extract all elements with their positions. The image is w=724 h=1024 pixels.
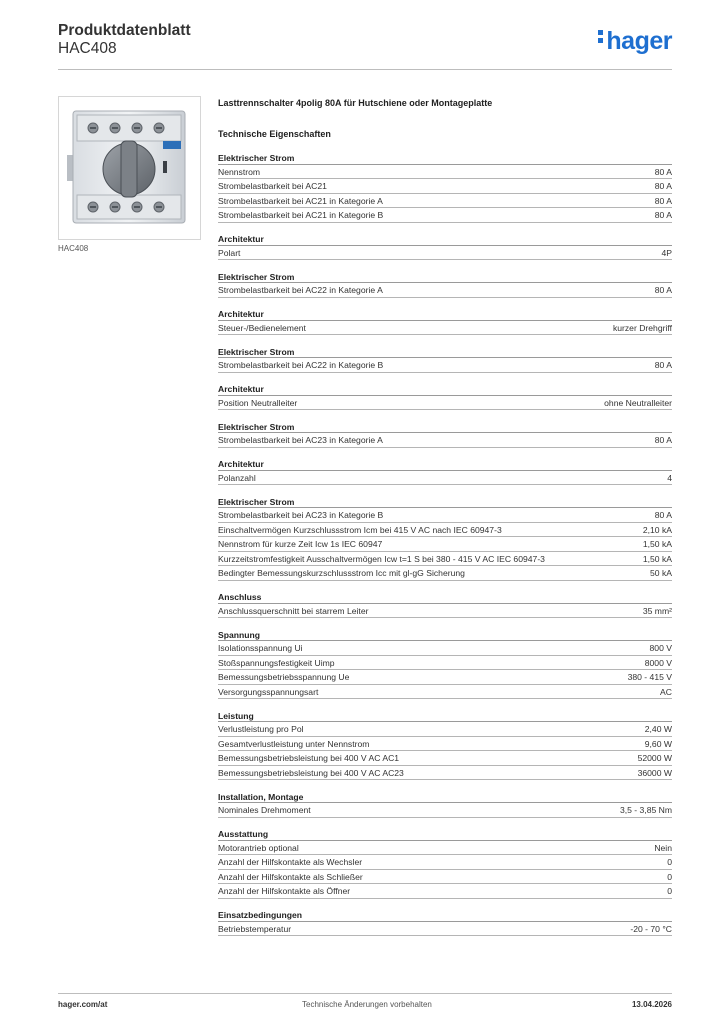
property-value: 1,50 kA bbox=[642, 553, 672, 564]
group-title: Installation, Montage bbox=[218, 791, 672, 804]
hager-logo bbox=[598, 27, 672, 56]
property-label: Bemessungsbetriebsspannung Ue bbox=[218, 672, 350, 682]
property-value: 1,50 kA bbox=[642, 539, 672, 549]
footer-date: 13.04.2026 bbox=[631, 1000, 672, 1009]
property-row bbox=[218, 641, 672, 656]
property-group bbox=[218, 152, 672, 223]
property-row bbox=[218, 685, 672, 700]
property-row bbox=[218, 283, 672, 298]
property-label: Nennstrom bbox=[218, 166, 261, 177]
property-value: 0 bbox=[667, 857, 672, 867]
property-label: Nominales Drehmoment bbox=[218, 805, 311, 815]
property-group bbox=[218, 496, 672, 581]
group-title: Elektrischer Strom bbox=[218, 346, 672, 359]
property-value: Nein bbox=[654, 842, 672, 853]
properties-heading: Technische Eigenschaften bbox=[218, 129, 331, 139]
property-value: 3,5 - 3,85 Nm bbox=[619, 805, 672, 815]
property-value: 80 A bbox=[654, 435, 672, 445]
property-row bbox=[218, 656, 672, 671]
property-row bbox=[218, 751, 672, 766]
property-label: Betriebstemperatur bbox=[218, 923, 292, 934]
property-group bbox=[218, 629, 672, 700]
property-row bbox=[218, 537, 672, 552]
property-value: 35 mm² bbox=[642, 605, 672, 616]
property-group bbox=[218, 791, 672, 818]
property-group bbox=[218, 458, 672, 485]
property-row bbox=[218, 566, 672, 581]
page-header bbox=[58, 20, 672, 70]
page-footer bbox=[58, 993, 672, 1009]
property-label: Anzahl der Hilfskontakte als Öffner bbox=[218, 886, 351, 896]
property-row bbox=[218, 552, 672, 567]
property-row bbox=[218, 670, 672, 685]
group-title: Elektrischer Strom bbox=[218, 496, 672, 509]
property-group bbox=[218, 710, 672, 781]
property-label: Strombelastbarkeit bei AC21 in Kategorie A bbox=[218, 195, 383, 206]
property-group bbox=[218, 591, 672, 618]
group-title: Anschluss bbox=[218, 591, 672, 604]
property-row bbox=[218, 433, 672, 448]
group-title: Architektur bbox=[218, 308, 672, 321]
property-row bbox=[218, 604, 672, 619]
property-row bbox=[218, 855, 672, 870]
property-row bbox=[218, 841, 672, 856]
group-title: Elektrischer Strom bbox=[218, 421, 672, 434]
property-row bbox=[218, 246, 672, 261]
group-title: Architektur bbox=[218, 458, 672, 471]
switch-disconnector-image bbox=[59, 97, 200, 239]
group-title: Einsatzbedingungen bbox=[218, 909, 672, 922]
main-content bbox=[218, 96, 672, 936]
property-value: 0 bbox=[667, 886, 672, 896]
property-groups bbox=[218, 152, 672, 936]
property-value: -20 - 70 °C bbox=[630, 923, 672, 934]
property-row bbox=[218, 803, 672, 818]
property-label: Steuer-/Bedienelement bbox=[218, 322, 306, 333]
footer-disclaimer: Technische Änderungen vorbehalten bbox=[302, 1000, 432, 1009]
property-value: 50 kA bbox=[650, 568, 672, 578]
property-label: Polart bbox=[218, 247, 241, 258]
property-group bbox=[218, 233, 672, 260]
property-label: Bedingter Bemessungskurzschlussstrom Icc mit gl-gG Sicherung bbox=[218, 568, 465, 578]
property-label: Bemessungsbetriebsleistung bei 400 V AC AC23 bbox=[218, 767, 404, 778]
property-label: Einschaltvermögen Kurzschlussstrom Icm bei 415 V AC nach IEC 60947-3 bbox=[218, 524, 502, 535]
property-label: Nennstrom für kurze Zeit Icw 1s IEC 60947 bbox=[218, 539, 383, 549]
property-row bbox=[218, 194, 672, 209]
property-value: 80 A bbox=[654, 210, 672, 220]
property-row bbox=[218, 766, 672, 781]
property-value: 80 A bbox=[654, 195, 672, 206]
property-group bbox=[218, 828, 672, 899]
logo-dots-icon bbox=[598, 27, 604, 46]
property-value: AC bbox=[660, 686, 672, 697]
property-group bbox=[218, 383, 672, 410]
property-label: Polanzahl bbox=[218, 472, 256, 483]
property-group bbox=[218, 346, 672, 373]
property-value: 52000 W bbox=[637, 753, 672, 763]
property-label: Kurzzeitstromfestigkeit Ausschaltvermögen Icw t=1 S bei 380 - 415 V AC IEC 60947-3 bbox=[218, 553, 545, 564]
property-row bbox=[218, 737, 672, 752]
property-label: Strombelastbarkeit bei AC23 in Kategorie B bbox=[218, 510, 384, 520]
property-group bbox=[218, 271, 672, 298]
property-label: Strombelastbarkeit bei AC22 in Kategorie A bbox=[218, 285, 383, 295]
property-value: 4 bbox=[667, 472, 672, 483]
property-label: Anzahl der Hilfskontakte als Wechsler bbox=[218, 857, 363, 867]
property-row bbox=[218, 508, 672, 523]
property-row bbox=[218, 208, 672, 223]
property-row bbox=[218, 922, 672, 937]
property-value: 800 V bbox=[649, 643, 672, 653]
product-heading: Lasttrennschalter 4polig 80A für Hutschiene oder Montageplatte bbox=[218, 98, 493, 108]
property-label: Strombelastbarkeit bei AC23 in Kategorie A bbox=[218, 435, 383, 445]
property-label: Stoßspannungsfestigkeit Uimp bbox=[218, 657, 335, 668]
property-row bbox=[218, 165, 672, 180]
property-value: 4P bbox=[661, 247, 672, 258]
property-value: 0 bbox=[667, 871, 672, 882]
property-value: 80 A bbox=[654, 181, 672, 191]
group-title: Architektur bbox=[218, 233, 672, 246]
product-image bbox=[58, 96, 201, 240]
group-title: Elektrischer Strom bbox=[218, 271, 672, 284]
property-row bbox=[218, 471, 672, 486]
image-caption: HAC408 bbox=[58, 244, 89, 253]
property-label: Strombelastbarkeit bei AC21 bbox=[218, 181, 327, 191]
property-row bbox=[218, 722, 672, 737]
property-value: 80 A bbox=[654, 360, 672, 370]
property-label: Bemessungsbetriebsleistung bei 400 V AC AC1 bbox=[218, 753, 400, 763]
property-value: 9,60 W bbox=[644, 738, 672, 749]
property-label: Strombelastbarkeit bei AC21 in Kategorie B bbox=[218, 210, 384, 220]
group-title: Spannung bbox=[218, 629, 672, 642]
property-row bbox=[218, 870, 672, 885]
property-value: 2,10 kA bbox=[642, 524, 672, 535]
property-group bbox=[218, 421, 672, 448]
property-label: Isolationsspannung Ui bbox=[218, 643, 303, 653]
property-value: ohne Neutralleiter bbox=[604, 397, 672, 408]
group-title: Leistung bbox=[218, 710, 672, 723]
property-label: Motorantrieb optional bbox=[218, 842, 299, 853]
property-value: 80 A bbox=[654, 510, 672, 520]
property-row bbox=[218, 884, 672, 899]
property-label: Gesamtverlustleistung unter Nennstrom bbox=[218, 738, 370, 749]
property-value: 2,40 W bbox=[644, 724, 672, 734]
property-label: Anschlussquerschnitt bei starrem Leiter bbox=[218, 605, 369, 616]
footer-website: hager.com/at bbox=[58, 1000, 108, 1009]
property-row bbox=[218, 523, 672, 538]
property-row bbox=[218, 396, 672, 411]
property-value: 80 A bbox=[654, 166, 672, 177]
logo-text: hager bbox=[606, 27, 672, 55]
property-label: Anzahl der Hilfskontakte als Schließer bbox=[218, 871, 363, 882]
property-group bbox=[218, 909, 672, 936]
property-label: Verlustleistung pro Pol bbox=[218, 724, 304, 734]
document-subtitle: HAC408 bbox=[58, 40, 117, 57]
group-title: Architektur bbox=[218, 383, 672, 396]
document-title: Produktdatenblatt bbox=[58, 22, 191, 39]
property-value: 80 A bbox=[654, 285, 672, 295]
property-group bbox=[218, 308, 672, 335]
property-row bbox=[218, 321, 672, 336]
property-label: Versorgungsspannungsart bbox=[218, 686, 319, 697]
property-value: kurzer Drehgriff bbox=[612, 322, 672, 333]
group-title: Elektrischer Strom bbox=[218, 152, 672, 165]
group-title: Ausstattung bbox=[218, 828, 672, 841]
property-row bbox=[218, 358, 672, 373]
property-label: Strombelastbarkeit bei AC22 in Kategorie B bbox=[218, 360, 384, 370]
property-value: 36000 W bbox=[637, 767, 672, 778]
property-value: 380 - 415 V bbox=[627, 672, 672, 682]
property-row bbox=[218, 179, 672, 194]
property-value: 8000 V bbox=[644, 657, 672, 668]
property-label: Position Neutralleiter bbox=[218, 397, 298, 408]
